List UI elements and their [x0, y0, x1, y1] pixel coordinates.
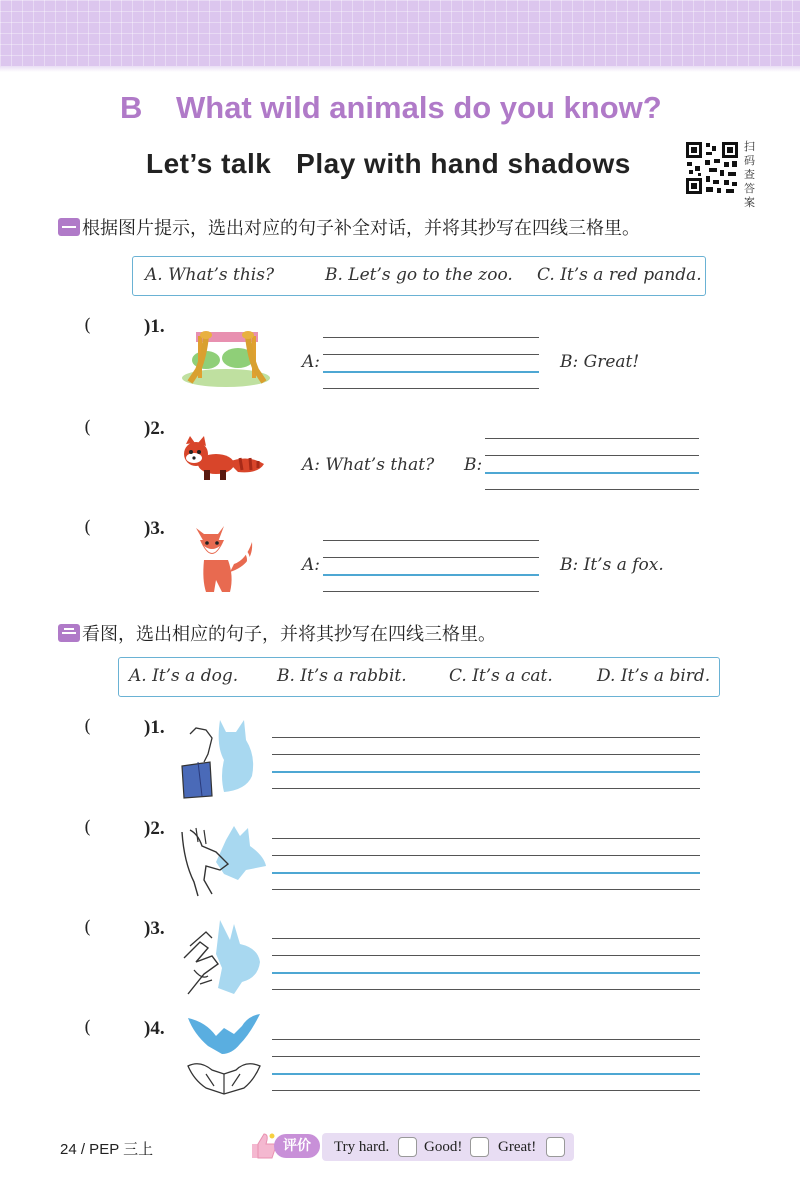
section1-heading: [58, 214, 640, 240]
unit-title: [120, 90, 662, 126]
qr-label-char: 扫: [744, 140, 755, 153]
answer-paren: (: [84, 517, 92, 538]
bird-shadow-icon: [184, 1010, 264, 1102]
speaker-a-label: A:: [302, 555, 321, 575]
eval-option-try-hard: Try hard.: [334, 1139, 390, 1155]
speaker-b-label: B: Great!: [560, 352, 640, 372]
dog-shadow-icon: [176, 822, 268, 898]
option-c: C. It’s a cat.: [449, 666, 553, 686]
eval-checkbox-good[interactable]: [470, 1137, 489, 1157]
cat-shadow-icon: [176, 716, 262, 802]
rabbit-shadow-icon: [178, 918, 266, 1000]
question-number: )2.: [144, 418, 165, 439]
section-number-one-badge: [58, 218, 80, 236]
eval-checkbox-try-hard[interactable]: [398, 1137, 417, 1157]
page-number: 24 / PEP 三上: [60, 1141, 154, 1158]
question-number: )1.: [144, 717, 165, 738]
question-number: )2.: [144, 818, 165, 839]
section2-instruction: 看图，选出相应的句子，并将其抄写在四线三格里。: [82, 624, 496, 645]
section2-heading: [58, 620, 496, 646]
speaker-a-label: A:: [302, 352, 321, 372]
question-number: )3.: [144, 918, 165, 939]
header-band: [0, 0, 800, 66]
writing-lines[interactable]: [485, 438, 699, 490]
option-b: B. Let’s go to the zoo.: [325, 265, 513, 285]
writing-lines[interactable]: [272, 938, 700, 990]
qr-label-char: 答: [744, 182, 755, 195]
writing-lines[interactable]: [323, 540, 539, 592]
giraffe-gate-icon: [176, 326, 276, 388]
qr-label-char: 码: [744, 154, 755, 167]
section1-options-box: [132, 256, 706, 296]
evaluation-badge: [248, 1132, 320, 1160]
option-d: D. It’s a bird.: [597, 666, 711, 686]
fox-icon: [190, 520, 260, 596]
unit-letter: B: [120, 90, 143, 125]
question-number: )1.: [144, 316, 165, 337]
speaker-b-label: B: It’s a fox.: [560, 555, 664, 575]
answer-paren: (: [84, 417, 92, 438]
option-c: C. It’s a red panda.: [537, 265, 702, 285]
section2-options-box: [118, 657, 720, 697]
option-b: B. It’s a rabbit.: [277, 666, 407, 686]
section1-instruction: 根据图片提示，选出对应的句子补全对话，并将其抄写在四线三格里。: [82, 218, 640, 239]
eval-option-good: Good!: [424, 1139, 463, 1155]
unit-title-text: What wild animals do you know?: [176, 90, 662, 125]
evaluation-bar: [322, 1133, 574, 1161]
qr-label-char: 查: [744, 168, 755, 181]
evaluation-label: 评价: [274, 1134, 320, 1158]
answer-paren: (: [84, 817, 92, 838]
red-panda-icon: [178, 434, 268, 484]
writing-lines[interactable]: [272, 737, 700, 789]
qr-label-char: 案: [744, 196, 755, 209]
eval-checkbox-great[interactable]: [546, 1137, 565, 1157]
answer-paren: (: [84, 1017, 92, 1038]
answer-paren: (: [84, 716, 92, 737]
option-a: A. It’s a dog.: [129, 666, 239, 686]
speaker-b-label: B:: [464, 455, 483, 475]
writing-lines[interactable]: [272, 1039, 700, 1091]
speaker-a-label: A: What’s that?: [302, 455, 435, 475]
question-number: )3.: [144, 518, 165, 539]
writing-lines[interactable]: [272, 838, 700, 890]
qr-code-icon[interactable]: [684, 140, 740, 196]
qr-label: [744, 140, 758, 210]
answer-paren: (: [84, 917, 92, 938]
header-band-shadow: [0, 66, 800, 72]
writing-lines[interactable]: [323, 337, 539, 389]
answer-paren: (: [84, 315, 92, 336]
eval-option-great: Great!: [498, 1139, 537, 1155]
lesson-title: Let’s talk Play with hand shadows: [146, 148, 631, 179]
section-number-two-badge: [58, 624, 80, 642]
question-number: )4.: [144, 1018, 165, 1039]
option-a: A. What’s this?: [145, 265, 275, 285]
